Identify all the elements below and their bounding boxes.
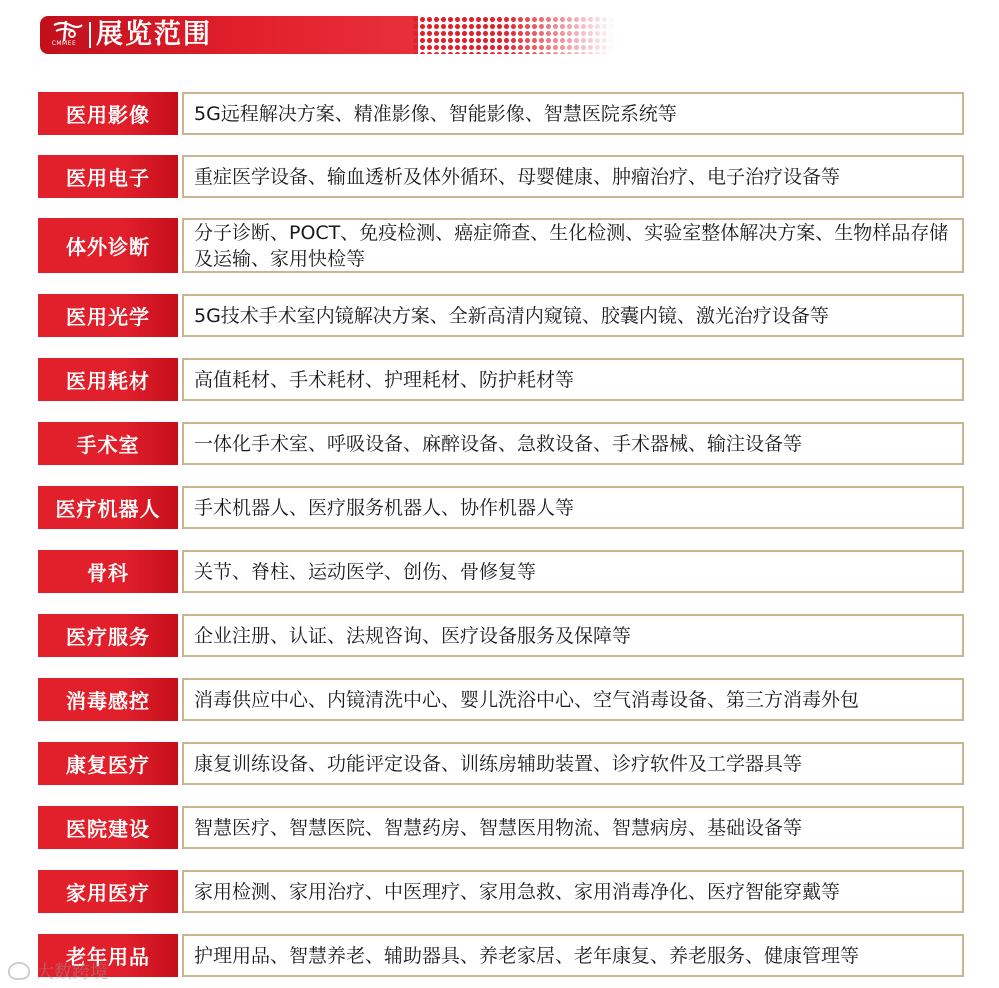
category-label: 医用电子: [38, 155, 178, 198]
category-description: 高值耗材、手术耗材、护理耗材、防护耗材等: [182, 358, 964, 401]
category-description: 一体化手术室、呼吸设备、麻醉设备、急救设备、手术器械、输注设备等: [182, 422, 964, 465]
category-description: 关节、脊柱、运动医学、创伤、骨修复等: [182, 550, 964, 593]
list-item: [38, 678, 964, 721]
list-item: [38, 742, 964, 785]
header-divider: [89, 22, 91, 48]
category-label: 骨科: [38, 550, 178, 593]
category-label: 医疗机器人: [38, 486, 178, 529]
category-label: 医疗服务: [38, 614, 178, 657]
section-header: [40, 16, 615, 54]
category-description: 智慧医疗、智慧医院、智慧药房、智慧医用物流、智慧病房、基础设备等: [182, 806, 964, 849]
category-description: 手术机器人、医疗服务机器人、协作机器人等: [182, 486, 964, 529]
category-label: 康复医疗: [38, 742, 178, 785]
list-item: [38, 155, 964, 198]
list-item: [38, 934, 964, 977]
category-description: 消毒供应中心、内镜清洗中心、婴儿洗浴中心、空气消毒设备、第三方消毒外包: [182, 678, 964, 721]
list-item: [38, 614, 964, 657]
list-item: [38, 550, 964, 593]
list-item: [38, 92, 964, 135]
category-label: 医用耗材: [38, 358, 178, 401]
category-label: 医用光学: [38, 294, 178, 337]
watermark-text: 大数跨境: [36, 962, 108, 983]
category-description: 5G远程解决方案、精准影像、智能影像、智慧医院系统等: [182, 92, 964, 135]
watermark-logo-icon: [8, 962, 30, 980]
logo-text: CMMEE: [51, 40, 77, 47]
list-item: [38, 422, 964, 465]
list-item: [38, 806, 964, 849]
watermark: [8, 958, 108, 984]
category-label: 消毒感控: [38, 678, 178, 721]
header-bar: [40, 16, 418, 54]
list-item: [38, 218, 964, 273]
page-title: 展览范围: [96, 19, 212, 50]
category-label: 医用影像: [38, 92, 178, 135]
header-dot-pattern: [412, 16, 615, 54]
list-item: [38, 358, 964, 401]
list-item: [38, 294, 964, 337]
category-description: 重症医学设备、输血透析及体外循环、母婴健康、肿瘤治疗、电子治疗设备等: [182, 155, 964, 198]
category-label: 体外诊断: [38, 218, 178, 273]
category-description: 企业注册、认证、法规咨询、医疗设备服务及保障等: [182, 614, 964, 657]
category-description: 5G技术手术室内镜解决方案、全新高清内窥镜、胶囊内镜、激光治疗设备等: [182, 294, 964, 337]
list-item: [38, 870, 964, 913]
category-label: 手术室: [38, 422, 178, 465]
category-label: 老年用品: [38, 934, 178, 977]
category-description: 康复训练设备、功能评定设备、训练房辅助装置、诊疗软件及工学器具等: [182, 742, 964, 785]
category-description: 家用检测、家用治疗、中医理疗、家用急救、家用消毒净化、医疗智能穿戴等: [182, 870, 964, 913]
list-item: [38, 486, 964, 529]
category-label: 家用医疗: [38, 870, 178, 913]
category-description: 分子诊断、POCT、免疫检测、癌症筛查、生化检测、实验室整体解决方案、生物样品存储及运输、家用快检等: [182, 218, 964, 273]
category-description: 护理用品、智慧养老、辅助器具、养老家居、老年康复、养老服务、健康管理等: [182, 934, 964, 977]
category-label: 医院建设: [38, 806, 178, 849]
